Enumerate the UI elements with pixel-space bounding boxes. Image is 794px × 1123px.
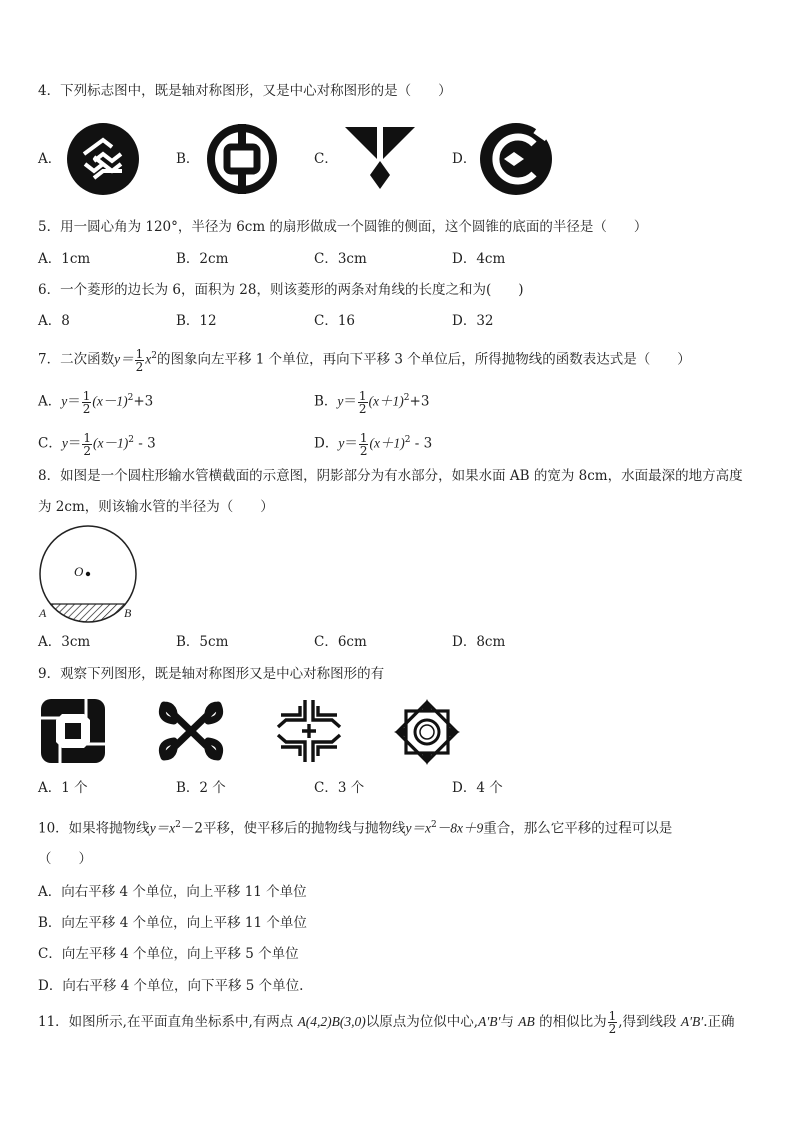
q5-option-a: A．1cm bbox=[38, 251, 91, 267]
q5-stem: 5．用一圆心角为 120°，半径为 6cm 的扇形做成一个圆锥的侧面，这个圆锥的底面的半径是（ ） bbox=[38, 219, 648, 235]
q11-stem: 11．如图所示,在平面直角坐标系中,有两点 A(4,2)B(3,0)以原点为位似中心,A′B′与 AB 的相似比为 $\frac{1}{2}$ ,得到线段 A′B′.正确 bbox=[38, 1009, 735, 1036]
q6-option-a: A．8 bbox=[38, 313, 70, 329]
square-swirl-logo-icon bbox=[40, 698, 106, 764]
q10-paren: （ ） bbox=[38, 851, 92, 867]
q7-stem-rest: 的图象向左平移 1 个单位，再向下平移 3 个单位后，所得抛物线的函数表达式是（ ） bbox=[156, 351, 691, 368]
cross-lines-logo-icon bbox=[276, 698, 342, 764]
q9-stem: 9．观察下列图形，既是轴对称图形又是中心对称图形的有 bbox=[38, 666, 385, 682]
q5-option-d: D．4cm bbox=[452, 251, 506, 267]
q10-eq2: y＝x bbox=[405, 820, 431, 836]
q11-fraction: $\frac{1}{2}$ bbox=[608, 1009, 617, 1036]
q10-option-d: D．向右平移 4 个单位，向下平移 5 个单位. bbox=[38, 978, 304, 994]
q8-stem-line2: 为 2cm，则该输水管的半径为（ ） bbox=[38, 499, 274, 515]
octagram-flower-icon bbox=[392, 697, 462, 767]
q4-stem: 4．下列标志图中，既是轴对称图形，又是中心对称图形的是（ ） bbox=[38, 83, 452, 99]
q7-option-d: D．y＝ $\frac{1}{2}$ $(x+1)^2 - 3$ bbox=[314, 430, 433, 458]
q10-option-c: C．向左平移 4 个单位，向上平移 5 个单位 bbox=[38, 946, 299, 962]
q7-x: x bbox=[145, 351, 152, 367]
q8-option-d: D．8cm bbox=[452, 634, 506, 650]
q7-stem: 7．二次函数y＝ $\frac{1}{2}$ $x^2$的图象向左平移 1 个单位，再向下平移 3 个单位后，所得抛物线的函数表达式是（ ） bbox=[38, 346, 691, 374]
center-o-dot bbox=[86, 572, 90, 576]
q11-points: A(4,2)B(3,0) bbox=[297, 1014, 366, 1029]
label-a: A bbox=[39, 606, 47, 620]
label-b: B bbox=[124, 606, 132, 620]
q7-number: 7．二次函数 bbox=[38, 351, 115, 368]
china-mobile-logo-icon bbox=[66, 122, 140, 196]
bank-of-china-logo-icon bbox=[205, 121, 279, 197]
q8-stem-line1: 8．如图是一个圆柱形输水管横截面的示意图，阴影部分为有水部分，如果水面 AB 的宽为 8cm，水面最深的地方高度 bbox=[38, 468, 743, 484]
construction-bank-logo-icon bbox=[479, 122, 553, 196]
q8-option-b: B．5cm bbox=[176, 634, 229, 650]
q5-option-c: C．3cm bbox=[314, 251, 367, 267]
q10-eq1: y＝x bbox=[149, 820, 176, 836]
q10-stem: 10．如果将抛物线$y=x^2-2$平移，使平移后的抛物线与抛物线$y=x^2-8x+9$重合，那么它平移的过程可以是 bbox=[38, 820, 673, 837]
q7-option-b: B．y＝ $\frac{1}{2}$ $(x+1)^2+3$ bbox=[314, 388, 430, 416]
v-diamond-logo-icon bbox=[343, 125, 417, 191]
label-o: O bbox=[74, 564, 84, 579]
q9-option-a: A．1 个 bbox=[38, 780, 88, 796]
q9-option-b: B．2 个 bbox=[176, 780, 226, 796]
q4-label-b: B． bbox=[176, 151, 200, 167]
q8-option-a: A．3cm bbox=[38, 634, 91, 650]
q6-stem: 6．一个菱形的边长为 6，面积为 28，则该菱形的两条对角线的长度之和为( ) bbox=[38, 282, 524, 298]
q4-label-d: D． bbox=[452, 151, 477, 167]
q10-option-a: A．向右平移 4 个单位，向上平移 11 个单位 bbox=[38, 884, 307, 900]
q9-option-d: D．4 个 bbox=[452, 780, 503, 796]
four-petal-logo-icon bbox=[154, 699, 228, 763]
q7-fraction: $\frac{1}{2}$ bbox=[135, 346, 144, 374]
q7-option-a: A．y＝ $\frac{1}{2}$ $(x-1)^2+3$ bbox=[38, 388, 154, 416]
q10-option-b: B．向左平移 4 个单位，向上平移 11 个单位 bbox=[38, 915, 307, 931]
q6-option-c: C．16 bbox=[314, 313, 356, 329]
q8-option-c: C．6cm bbox=[314, 634, 367, 650]
q4-label-a: A． bbox=[38, 151, 62, 167]
q7-option-c: C．y＝ $\frac{1}{2}$ $(x-1)^2 - 3$ bbox=[38, 430, 156, 458]
q5-option-b: B．2cm bbox=[176, 251, 229, 267]
q4-label-c: C． bbox=[314, 151, 338, 167]
q6-option-d: D．32 bbox=[452, 313, 494, 329]
q6-option-b: B．12 bbox=[176, 313, 217, 329]
q7-y-equals: y＝ bbox=[114, 351, 134, 367]
q9-option-c: C．3 个 bbox=[314, 780, 365, 796]
